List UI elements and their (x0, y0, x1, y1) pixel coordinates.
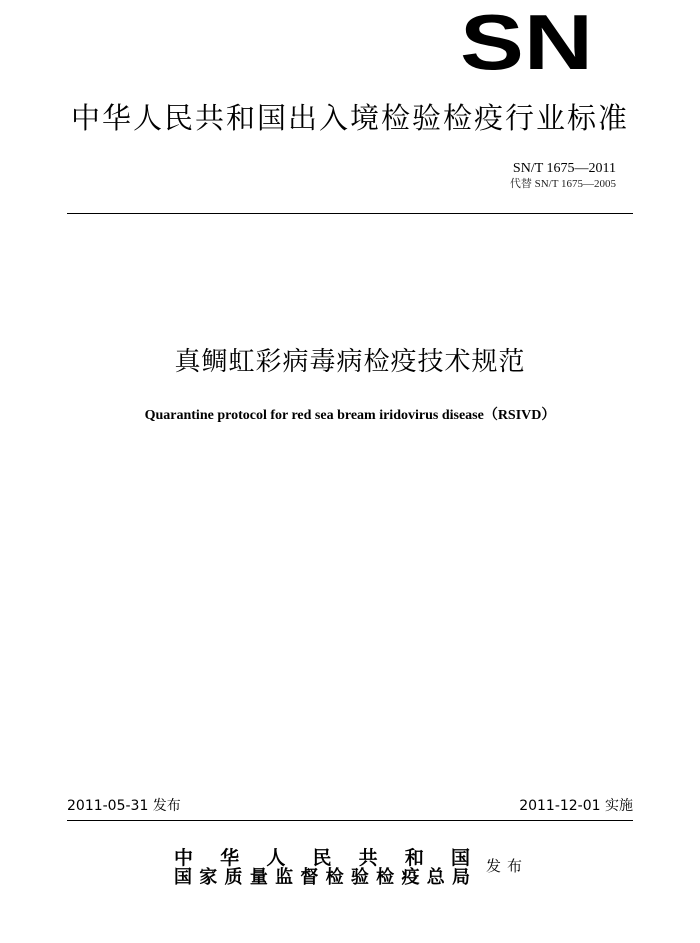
logo-text: SN (460, 7, 593, 74)
issuer-agency: 国家质量监督检验检疫总局 (174, 867, 470, 888)
standard-category: 中华人民共和国出入境检验检疫行业标准 (70, 101, 629, 135)
divider-bottom (67, 820, 633, 821)
sn-logo (458, 7, 595, 74)
issuer-country: 中华人民共和国 (174, 847, 470, 869)
document-title-en: Quarantine protocol for red sea bream iridovirus disease（RSIVD） (144, 408, 556, 423)
replaces-note: 代替 SN/T 1675—2005 (509, 178, 616, 190)
divider-top (67, 213, 633, 214)
issue-date: 2011-05-31 发布 (67, 798, 181, 814)
implementation-date: 2011-12-01 实施 (519, 798, 633, 814)
standard-code: SN/T 1675—2011 (512, 161, 616, 176)
publish-label: 发布 (486, 857, 529, 875)
document-title-zh: 真鲷虹彩病毒病检疫技术规范 (174, 347, 526, 377)
